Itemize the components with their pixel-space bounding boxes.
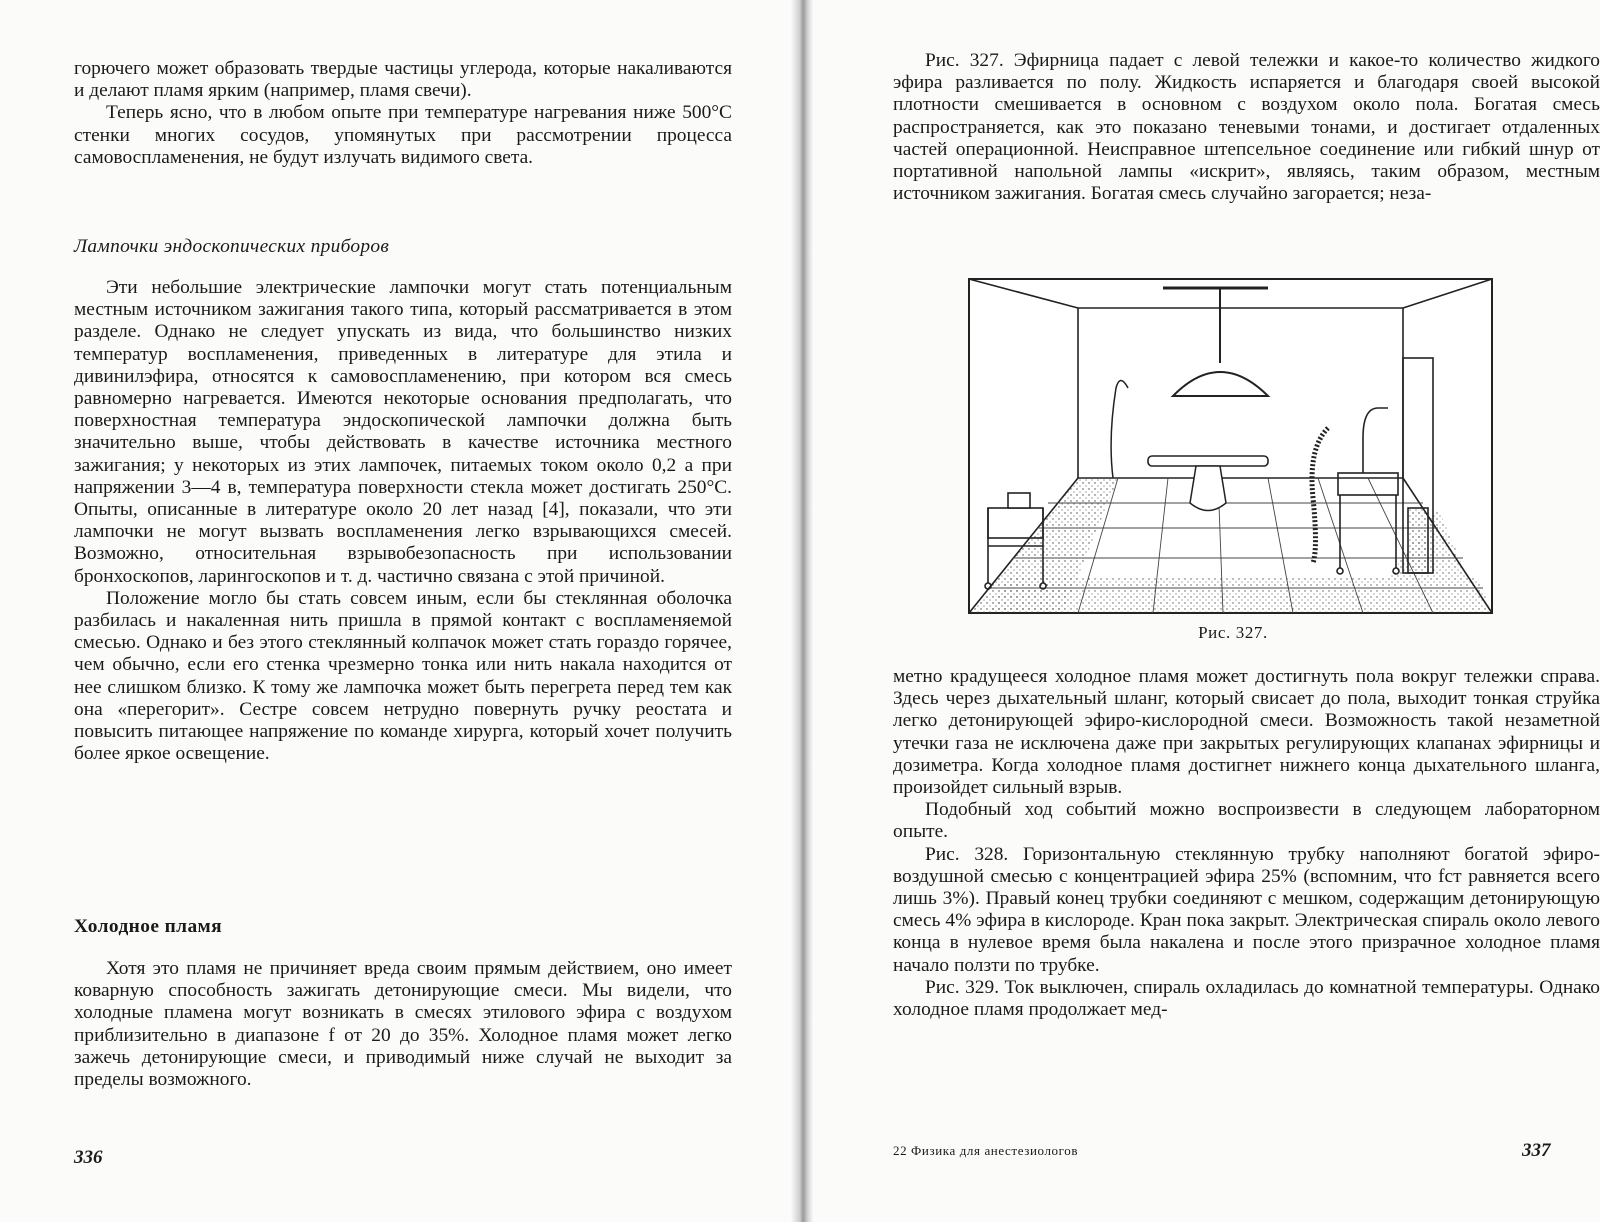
paragraph: Хотя это пламя не причиняет вреда своим прямым действием, оно имеет коварную способность зажигать детонирующие смеси. Мы видели, что холодные пламена могут возникать в смесях этилового эфира с воздухом приблизительно в диапазоне f от 20 до 35%. Холодное пламя может легко зажечь детонирующие смеси, и приводимый ниже случай не выходит за пределы возможного. (74, 958, 732, 1091)
paragraph: Рис. 329. Ток выключен, спираль охладилась до комнатной температуры. Однако холодное пламя продолжает мед- (893, 976, 1600, 1021)
paragraph: Рис. 327. Эфирница падает с левой тележки и какое-то количество жидкого эфира разливается по полу. Жидкость испаряется и благодаря своей высокой плотности смешивается в основном с воздухом около пола. Богатая смесь распространяется, как это показано теневыми тонами, и достигает отдаленных частей операционной. Неисправное штепсельное соединение или гибкий шнур от портативной напольной лампы «искрит», являясь, таким образом, местным источником зажигания. Богатая смесь случайно загорается; неза- (893, 50, 1600, 205)
right-text-block-1 (893, 50, 1600, 205)
page-number-left: 336 (74, 1147, 103, 1168)
page-number-right: 337 (1522, 1140, 1551, 1161)
section-title-bold: Холодное пламя (74, 916, 223, 937)
left-text-block-2 (74, 277, 732, 765)
paragraph: горючего может образовать твердые частицы углерода, которые накаливаются и делают пламя ярким (например, пламя свечи). (74, 58, 732, 102)
figure-caption: Рис. 327. (1198, 623, 1268, 642)
operating-room-illustration (968, 278, 1493, 614)
section-title-italic: Лампочки эндоскопических приборов (74, 236, 390, 257)
paragraph: Эти небольшие электрические лампочки могут стать потенциальным местным источником зажигания такого типа, который рассматривается в этом разделе. Однако не следует упускать из вида, что большинство низких температур воспламенения, приведенных в литературе для этила и дивинилэфира, относятся к самовоспламенению, при котором вся смесь равномерно нагревается. Имеются некоторые основания предполагать, что поверхностная температура эндоскопической лампочки должна быть значительно выше, чтобы действовать в качестве источника местного зажигания; у некоторых из этих лампочек, питаемых током около 0,2 а при напряжении 3—4 в, температура поверхности стекла может достигать 250°С. Опыты, описанные в литературе около 20 лет назад [4], показали, что эти лампочки не могут вызвать воспламенения легко взрывающихся смесей. Возможно, относительная взрывобезопасность при использовании бронхоскопов, ларингоскопов и т. д. частично связана с этой причиной. (74, 277, 732, 587)
paragraph: Положение могло бы стать совсем иным, если бы стеклянная оболочка разбилась и накаленная нить пришла в прямой контакт с воспламеняемой смесью. Однако и без этого стеклянный колпачок может стать гораздо горячее, чем обычно, если его стенка чрезмерно тонка или нить накала находится от нее слишком близко. К тому же лампочка может быть перегрета перед тем как она «перегорит». Сестре совсем нетрудно повернуть ручку реостата и повысить питающее напряжение по команде хирурга, который хочет получить более яркое освещение. (74, 587, 732, 765)
paragraph: Теперь ясно, что в любом опыте при температуре нагревания ниже 500°С стенки многих сосудов, упомянутых при рассмотрении процесса самовоспламенения, не будут излучать видимого света. (74, 102, 732, 168)
operating-table (1148, 456, 1268, 466)
paragraph: метно крадущееся холодное пламя может достигнуть пола вокруг тележки справа. Здесь через дыхательный шланг, который свисает до пола, выходит тонкая струйка легко детонирующей эфиро-кислородной смеси. Возможность такой незаметной утечки газа не исключена даже при закрытых регулирующих клапанах эфирницы и дозиметра. Когда холодное пламя достигнет нижнего конца дыхательного шланга, произойдет сильный взрыв. (893, 666, 1600, 799)
right-text-block-2 (893, 666, 1600, 1021)
running-footer: 22 Физика для анестезиологов (893, 1143, 1079, 1158)
paragraph: Подобный ход событий можно воспроизвести в следующем лабораторном опыте. (893, 799, 1600, 843)
left-text-block-1 (74, 58, 732, 169)
left-text-block-3 (74, 958, 732, 1091)
paragraph: Рис. 328. Горизонтальную стеклянную трубку наполняют богатой эфиро-воздушной смесью с концентрацией эфира 25% (вспомним, что fст равняется всего лишь 3%). Правый конец трубки соединяют с мешком, содержащим детонирующую смесь 4% эфира в кислороде. Кран пока закрыт. Электрическая спираль около левого конца в нулевое время была накалена и после этого призрачное холодное пламя начало ползти по трубке. (893, 843, 1600, 976)
book-gutter (790, 0, 814, 1222)
